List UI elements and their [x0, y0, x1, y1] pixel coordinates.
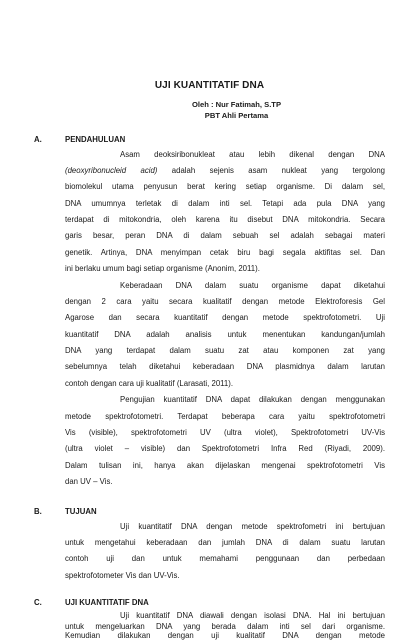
document-position: PBT Ahli Pertama	[204, 111, 269, 120]
section-a-heading	[34, 135, 125, 144]
section-c-title: UJI KUANTITATIF DNA	[65, 598, 149, 607]
section-a-p1-line: (deoxyribonucleid acid) adalah sejenis asam nukleat yang tergolong	[65, 166, 386, 175]
section-a-p2-line: Keberadaan DNA dalam suatu organisme dapat diketahui	[120, 281, 385, 290]
section-a-p2-line: dengan 2 cara yaitu secara kualitatif dengan metode Elektroforesis Gel	[65, 297, 385, 306]
section-a-p1-line: genetik. Artinya, DNA menyimpan cetak biru bagi segala aktifitas sel. Dan	[65, 248, 385, 257]
section-a-p3-line: metode spektrofotometri. Terdapat beberapa cara yaitu spektrofotometri	[65, 412, 385, 421]
section-a-p1-line: DNA umumnya terletak di dalam inti sel. Tetapi ada pula DNA yang	[65, 199, 385, 208]
section-a-p1-line: terdapat di mitokondria, oleh karena itu disebut DNA mitokondria. Secara	[65, 215, 385, 224]
section-a-p2-line: contoh dengan cara uji kualitatif (Larasati, 2011).	[65, 379, 234, 388]
section-a-p2-line: Agarose dan secara kuantitatif dengan metode spektrofotometri. Uji	[65, 313, 385, 322]
section-c-heading	[34, 598, 149, 607]
section-b-heading	[34, 507, 97, 516]
section-a-p2-line: sebelumnya telah diketahui keberadaan DNA plasmidnya dalam larutan	[65, 362, 385, 371]
document-author: Oleh : Nur Fatimah, S.TP	[191, 100, 282, 109]
document-title: UJI KUANTITATIF DNA	[154, 80, 265, 91]
section-c-p1-line: untuk mengeluarkan DNA yang berada dalam inti sel dari organisme.	[65, 622, 385, 631]
section-a-title: PENDAHULUAN	[65, 135, 126, 144]
section-a-p3-line: (ultra violet – visible) dan Spektrofotometri Infra Red (Riyadi, 2009).	[65, 444, 385, 453]
section-b-p1-line: untuk mengetahui keberadaan dan jumlah DNA di dalam suatu larutan	[65, 538, 385, 547]
section-b-p1-line: contoh uji dan untuk memahami penggunaan dan perbedaan	[65, 554, 385, 563]
section-a-p1-line: Asam deoksiribonukleat atau lebih dikenal dengan DNA	[120, 150, 385, 159]
section-a-p3-line: Vis (visible), spektrofotometri UV (ultra violet), Spektrofotometri UV-Vis	[65, 428, 385, 437]
section-a-p3-line: Dalam tulisan ini, hanya akan dijelaskan mengenai spektrofotometri Vis	[65, 461, 385, 470]
section-a-p2-line: kuantitatif DNA adalah analisis untuk menentukan kandungan/jumlah	[65, 330, 385, 339]
section-a-p1-line: biomolekul utama penyusun berat kering setiap organisme. Di dalam sel,	[65, 182, 385, 191]
section-a-p1-line: garis besar, peran DNA di dalam sebuah sel adalah sebagai materi	[65, 231, 385, 240]
section-a-p1-italic-term: (deoxyribonucleid acid)	[65, 166, 158, 175]
section-c-p1-line: Uji kuantitatif DNA diawali dengan isolasi DNA. Hal ini bertujuan	[120, 611, 385, 620]
section-b-p1-line: spektrofotometer Vis dan UV-Vis.	[65, 571, 180, 580]
section-a-p1-line: ini berlaku umum bagi setiap organisme (Anonim, 2011).	[65, 264, 260, 273]
section-b-p1-line: Uji kuantitatif DNA dengan metode spektrofometri ini bertujuan	[120, 522, 385, 531]
section-a-p3-line: Pengujian kuantitatif DNA dapat dilakukan dengan menggunakan	[120, 395, 385, 404]
section-a-p3-line: dan UV – Vis.	[65, 477, 113, 486]
section-c-letter: C.	[34, 598, 42, 607]
section-b-title: TUJUAN	[65, 507, 97, 516]
section-a-p2-line: DNA yang terdapat dalam suatu zat atau komponen zat yang	[65, 346, 385, 355]
section-b-letter: B.	[34, 507, 42, 516]
section-a-letter: A.	[34, 135, 42, 144]
section-c-p1-line: Kemudian dilakukan dengan uji kualitatif DNA dengan metode	[65, 631, 385, 640]
